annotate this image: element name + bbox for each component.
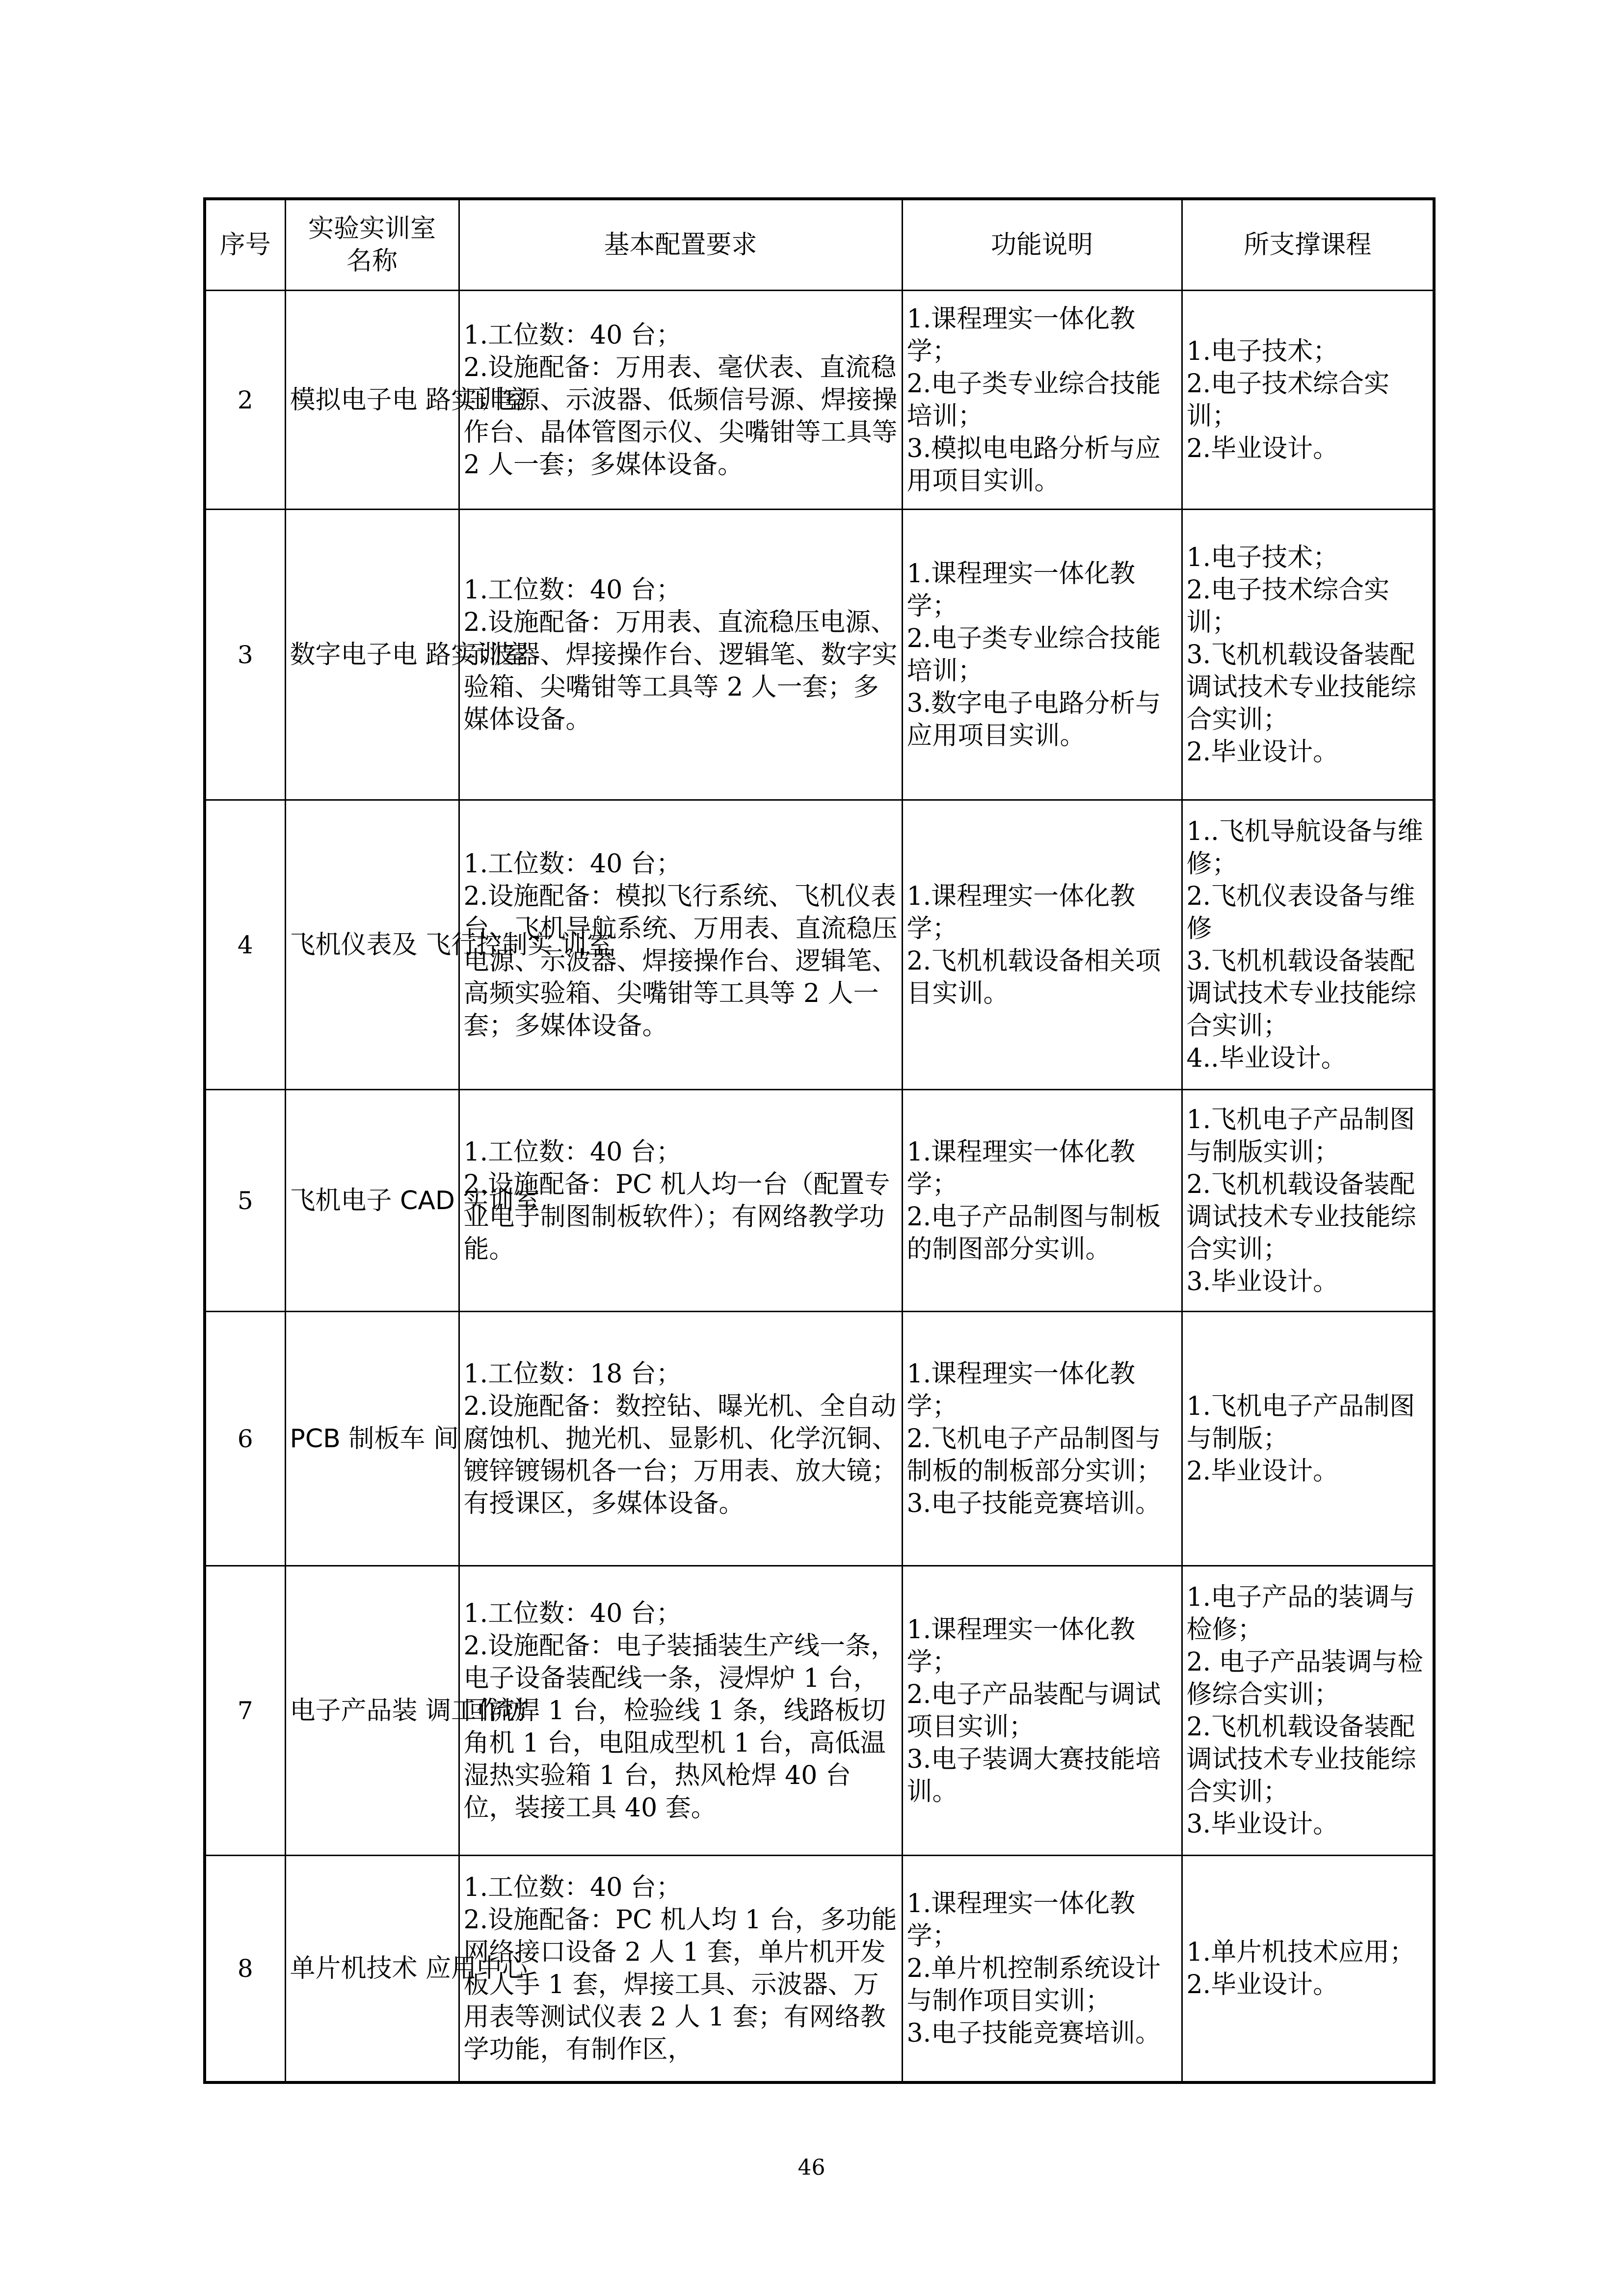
row-function: 1.课程理实一体化教学； 2.电子类专业综合技能培训； 3.模拟电电路分析与应用项目实训。 — [902, 291, 1182, 510]
row-function: 1.课程理实一体化教学； 2.飞机电子产品制图与制板的制板部分实训； 3.电子技能竞赛培训。 — [902, 1312, 1182, 1566]
row-lab-name: 飞机电子 CAD 实训室 — [285, 1090, 459, 1312]
header-basic-config: 基本配置要求 — [459, 199, 902, 291]
row-config: 1.工位数：40 台； 2.设施配备：万用表、直流稳压电源、示波器、焊接操作台、逻辑笔、数字实验箱、尖嘴钳等工具等 2 人一套；多媒体设备。 — [459, 510, 902, 800]
row-config: 1.工位数：40 台； 2.设施配备：模拟飞行系统、飞机仪表台、飞机导航系统、万用表、直流稳压电源、示波器、焊接操作台、逻辑笔、高频实验箱、尖嘴钳等工具等 2 人一套；多媒体设备。 — [459, 800, 902, 1090]
row-courses: 1..飞机导航设备与维修； 2.飞机仪表设备与维修 3.飞机机载设备装配调试技术专业技能综合实训； 4..毕业设计。 — [1182, 800, 1434, 1090]
row-serial-number: 6 — [205, 1312, 285, 1566]
row-config: 1.工位数：40 台； 2.设施配备：PC 机人均 1 台，多功能网络接口设备 2 人 1 套，单片机开发板人手 1 套，焊接工具、示波器、万用表等测试仪表 2 人 1 套；有网络教学功能，有制作区， — [459, 1856, 902, 2082]
row-function: 1.课程理实一体化教学； 2.电子产品装配与调试项目实训； 3.电子装调大赛技能培训。 — [902, 1566, 1182, 1856]
row-serial-number: 2 — [205, 291, 285, 510]
row-courses: 1.电子技术； 2.电子技术综合实训； 2.毕业设计。 — [1182, 291, 1434, 510]
row-config: 1.工位数：40 台； 2.设施配备：PC 机人均一台（配置专业电子制图制板软件）；有网络教学功能。 — [459, 1090, 902, 1312]
row-function: 1.课程理实一体化教学； 2.电子产品制图与制板的制图部分实训。 — [902, 1090, 1182, 1312]
row-function: 1.课程理实一体化教学； 2.单片机控制系统设计与制作项目实训； 3.电子技能竞赛培训。 — [902, 1856, 1182, 2082]
row-lab-name: PCB 制板车 间 — [285, 1312, 459, 1566]
page-number: 46 — [798, 2155, 825, 2180]
header-serial-number: 序号 — [205, 199, 285, 291]
table-row — [205, 1312, 1434, 1566]
lab-configuration-table — [203, 197, 1436, 2084]
row-serial-number: 8 — [205, 1856, 285, 2082]
header-supported-courses: 所支撑课程 — [1182, 199, 1434, 291]
row-function: 1.课程理实一体化教学； 2.飞机机载设备相关项目实训。 — [902, 800, 1182, 1090]
row-courses: 1.单片机技术应用； 2.毕业设计。 — [1182, 1856, 1434, 2082]
row-serial-number: 3 — [205, 510, 285, 800]
row-courses: 1.电子技术； 2.电子技术综合实训； 3.飞机机载设备装配调试技术专业技能综合实训； 2.毕业设计。 — [1182, 510, 1434, 800]
row-config: 1.工位数：40 台； 2.设施配备：电子装插装生产线一条，电子设备装配线一条，浸焊炉 1 台，回流焊 1 台，检验线 1 条，线路板切角机 1 台，电阻成型机 1 台，高低温湿热实验箱 1 台，热风枪焊 40 台位，装接工具 40 套。 — [459, 1566, 902, 1856]
table-row — [205, 291, 1434, 510]
row-serial-number: 7 — [205, 1566, 285, 1856]
row-courses: 1.电子产品的装调与检修； 2. 电子产品装调与检修综合实训； 2.飞机机载设备装配调试技术专业技能综合实训； 3.毕业设计。 — [1182, 1566, 1434, 1856]
table-row — [205, 800, 1434, 1090]
row-lab-name: 飞机仪表及 飞行控制实 训室 — [285, 800, 459, 1090]
header-lab-name: 实验实训室 名称 — [285, 199, 459, 291]
row-lab-name: 数字电子电 路实训室 — [285, 510, 459, 800]
row-serial-number: 4 — [205, 800, 285, 1090]
header-function: 功能说明 — [902, 199, 1182, 291]
row-lab-name: 模拟电子电 路实训室 — [285, 291, 459, 510]
row-courses: 1.飞机电子产品制图与制版实训； 2.飞机机载设备装配调试技术专业技能综合实训； 3.毕业设计。 — [1182, 1090, 1434, 1312]
row-lab-name: 单片机技术 应用中心 — [285, 1856, 459, 2082]
row-config: 1.工位数：18 台； 2.设施配备：数控钻、曝光机、全自动腐蚀机、抛光机、显影机、化学沉铜、镀锌镀锡机各一台；万用表、放大镜；有授课区，多媒体设备。 — [459, 1312, 902, 1566]
row-config: 1.工位数：40 台； 2.设施配备：万用表、毫伏表、直流稳压电源、示波器、低频信号源、焊接操作台、晶体管图示仪、尖嘴钳等工具等 2 人一套；多媒体设备。 — [459, 291, 902, 510]
equipment-table-container — [203, 197, 1433, 2084]
table-row — [205, 1090, 1434, 1312]
row-courses: 1.飞机电子产品制图与制版； 2.毕业设计。 — [1182, 1312, 1434, 1566]
table-row — [205, 510, 1434, 800]
table-row — [205, 1856, 1434, 2082]
table-row — [205, 1566, 1434, 1856]
row-lab-name: 电子产品装 调工作坊 — [285, 1566, 459, 1856]
row-serial-number: 5 — [205, 1090, 285, 1312]
table-header-row — [205, 199, 1434, 291]
row-function: 1.课程理实一体化教学； 2.电子类专业综合技能培训； 3.数字电子电路分析与应用项目实训。 — [902, 510, 1182, 800]
